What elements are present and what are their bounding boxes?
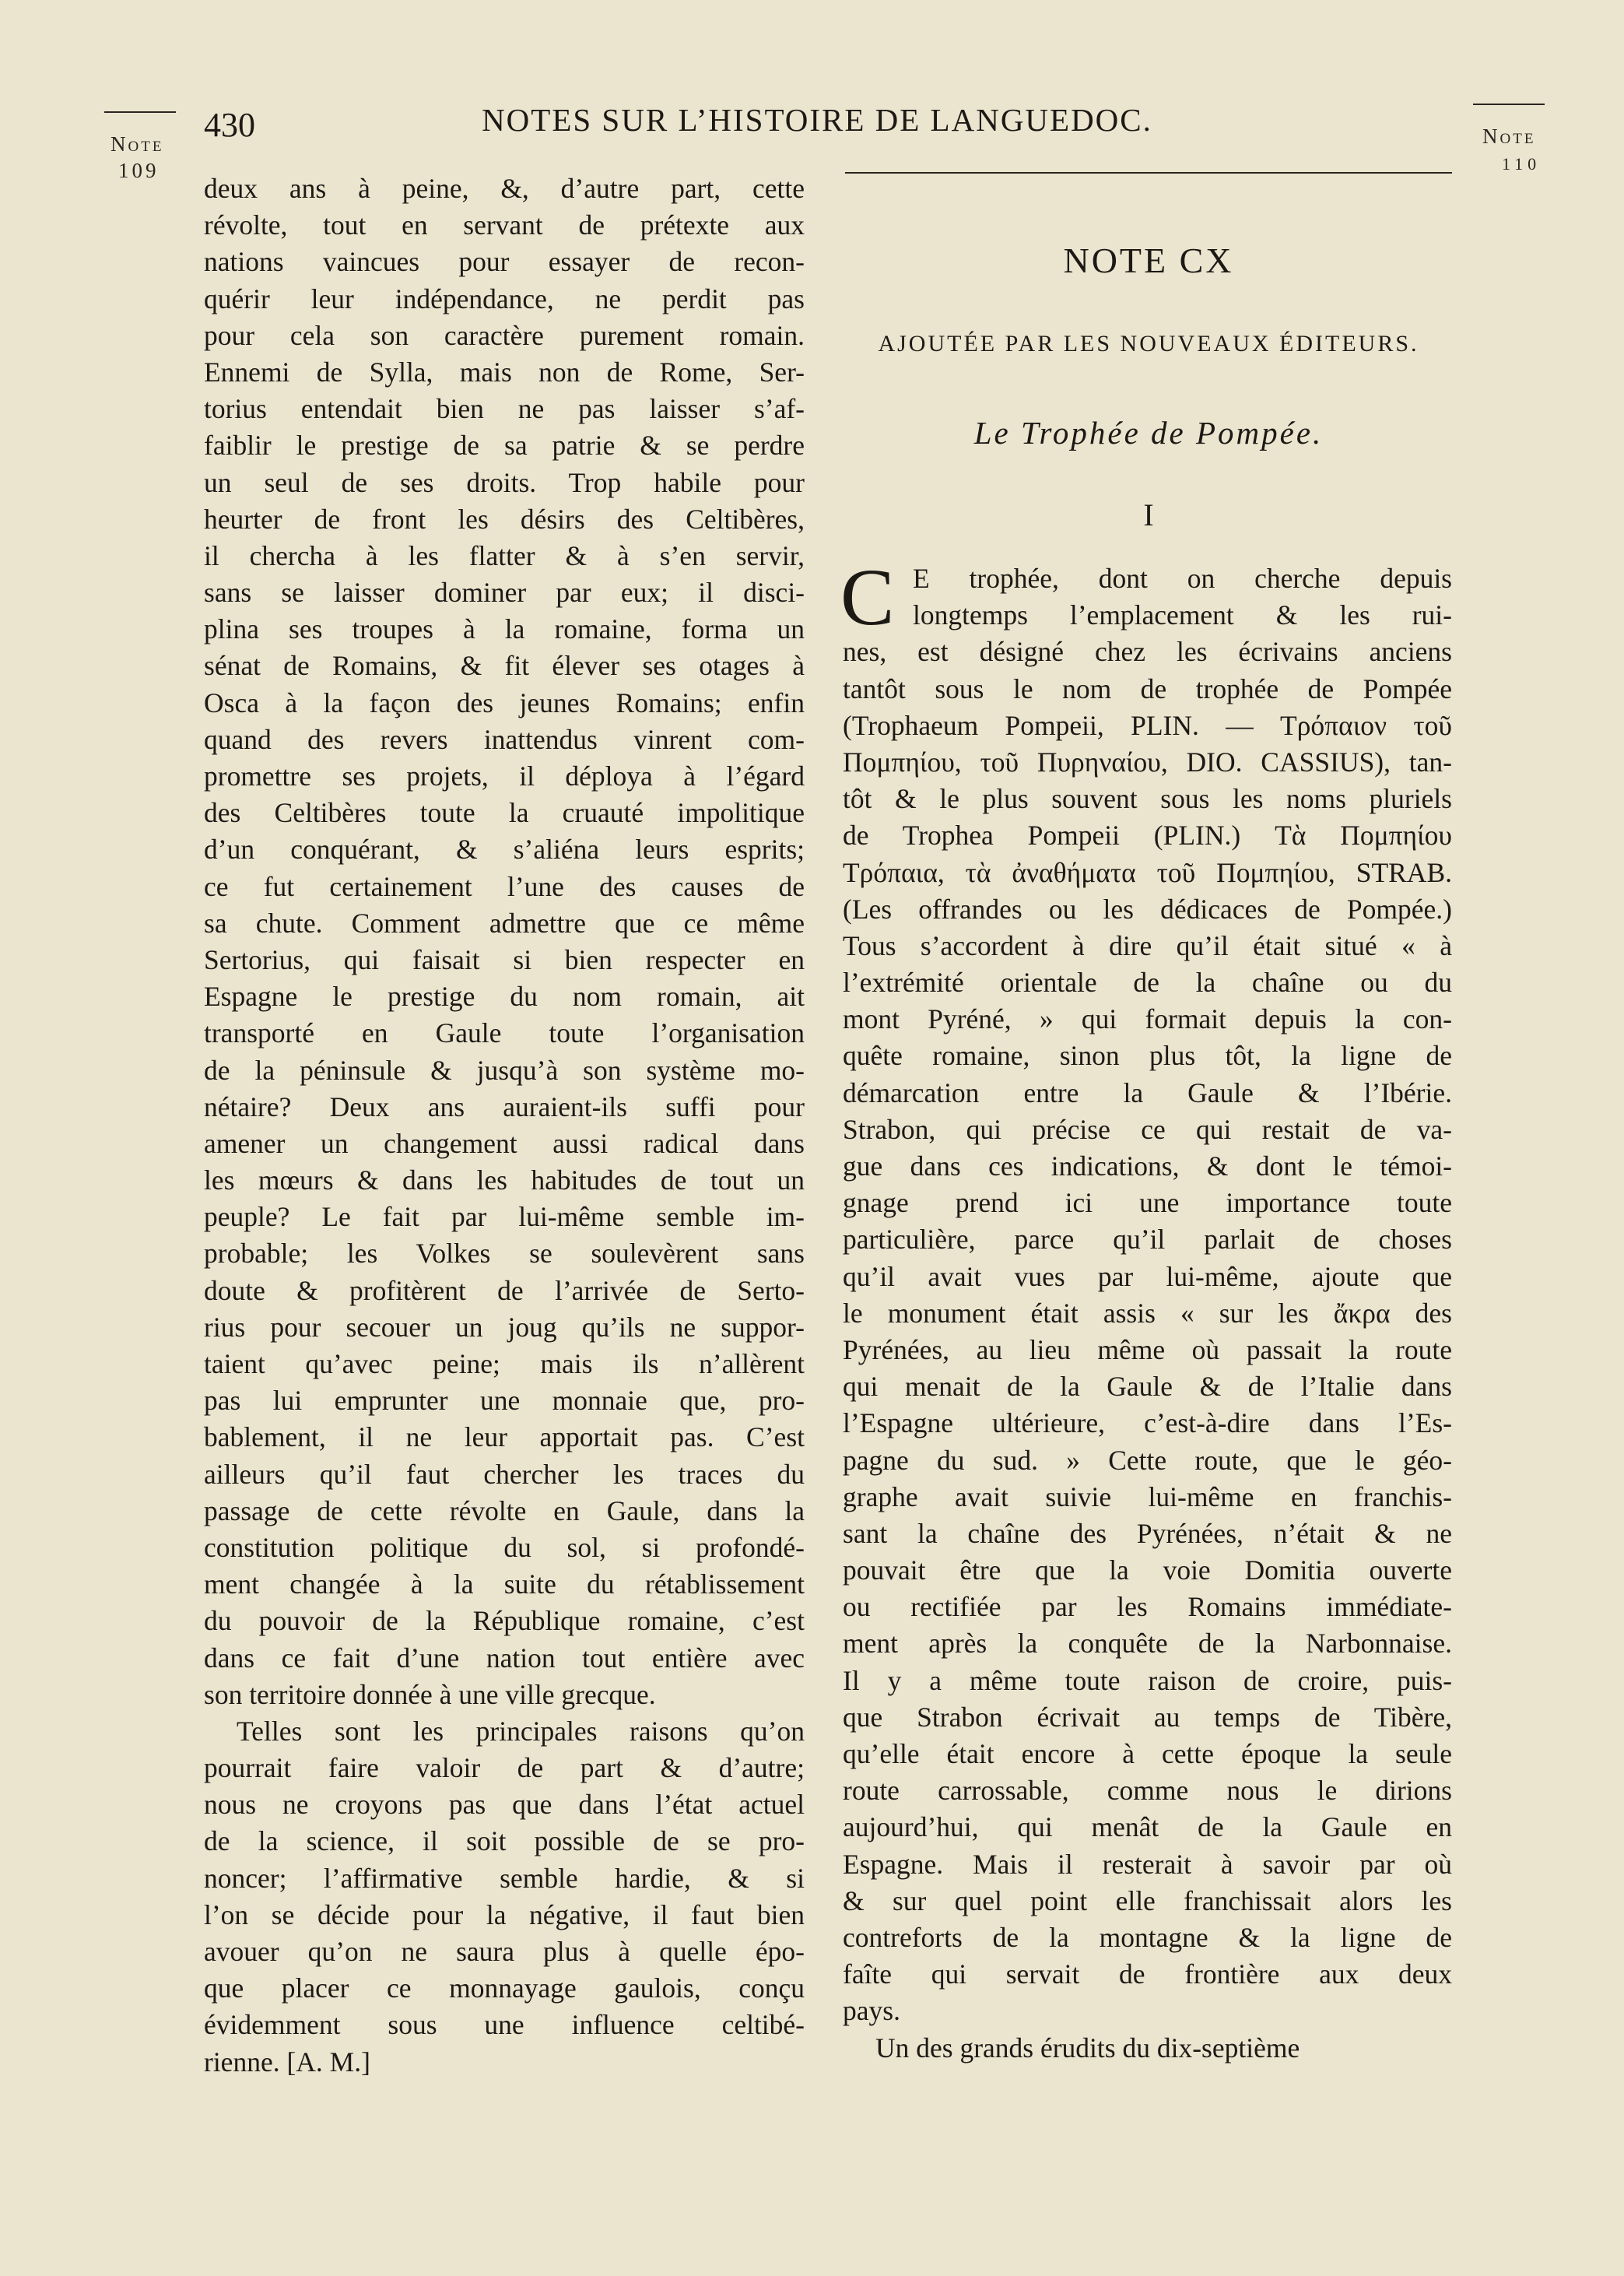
text-line: nations vaincues pour essayer de recon- <box>204 246 805 278</box>
text-line: transporté en Gaule toute l’organisation <box>204 1017 805 1049</box>
text-line: aujourd’hui, qui menât de la Gaule en <box>843 1811 1452 1843</box>
text-line: évidemment sous une influence celtibé- <box>204 2009 805 2041</box>
text-line: torius entendait bien ne pas laisser s’af- <box>204 393 805 425</box>
text-line: pas lui emprunter une monnaie que, pro- <box>204 1385 805 1417</box>
text-line: heurter de front les désirs des Celtibères, <box>204 503 805 535</box>
text-line: Strabon, qui précise ce qui restait de va- <box>843 1113 1452 1145</box>
text-line: qui menait de la Gaule & de l’Italie dans <box>843 1371 1452 1403</box>
right-margin-number: 110 <box>1502 154 1542 174</box>
text-line: d’un conquérant, & s’aliéna leurs esprits; <box>204 834 805 866</box>
text-line: faiblir le prestige de sa patrie & se perdre <box>204 430 805 462</box>
right-margin-rule <box>1473 104 1545 105</box>
text-line: constitution politique du sol, si profondé- <box>204 1531 805 1563</box>
text-line: pagne du sud. » Cette route, que le géo- <box>843 1444 1452 1476</box>
text-line: de la péninsule & jusqu’à son système mo- <box>204 1054 805 1086</box>
text-line: deux ans à peine, &, d’autre part, cette <box>204 173 805 204</box>
note-subtitle: AJOUTÉE PAR LES NOUVEAUX ÉDITEURS. <box>878 331 1419 357</box>
text-line: tantôt sous le nom de trophée de Pompée <box>843 673 1452 704</box>
text-line: quand des revers inattendus vinrent com- <box>204 723 805 755</box>
text-line: Espagne le prestige du nom romain, ait <box>204 981 805 1013</box>
text-line: pouvait être que la voie Domitia ouverte <box>843 1554 1452 1586</box>
text-line: sénat de Romains, & fit élever ses otages à <box>204 650 805 682</box>
drop-cap: C <box>840 553 895 642</box>
left-margin-label: Note <box>110 132 164 156</box>
text-line: Telles sont les principales raisons qu’on <box>237 1715 805 1747</box>
text-line: révolte, tout en servant de prétexte aux <box>204 209 805 241</box>
text-line: un seul de ses droits. Trop habile pour <box>204 466 805 498</box>
text-line: taient qu’avec peine; mais ils n’allèrent <box>204 1348 805 1379</box>
left-margin-number: 109 <box>118 159 160 182</box>
text-line: ment changée à la suite du rétablissement <box>204 1568 805 1600</box>
text-line: E trophée, dont on cherche depuis <box>913 563 1452 594</box>
text-line: passage de cette révolte en Gaule, dans la <box>204 1495 805 1526</box>
text-line: Τρόπαια, τὰ ἀναθήματα τοῦ Πομπηίου, STRAB. <box>843 856 1452 888</box>
text-line: quête romaine, sinon plus tôt, la ligne de <box>843 1040 1452 1072</box>
text-line: avouer qu’on ne saura plus à quelle épo- <box>204 1936 805 1967</box>
text-line: promettre ses projets, il déploya à l’égard <box>204 760 805 792</box>
text-line: ou rectifiée par les Romains immédiate- <box>843 1591 1452 1623</box>
right-column-text <box>843 560 1452 2067</box>
text-line: sans se laisser dominer par eux; il disci- <box>204 577 805 609</box>
text-line: longtemps l’emplacement & les rui- <box>913 599 1452 631</box>
text-line: nétaire? Deux ans auraient-ils suffi pour <box>204 1091 805 1122</box>
text-line: probable; les Volkes se soulevèrent sans <box>204 1238 805 1270</box>
text-line: ment après la conquête de la Narbonnaise. <box>843 1628 1452 1660</box>
text-line: Ennemi de Sylla, mais non de Rome, Ser- <box>204 356 805 388</box>
text-line: rius pour secouer un joug qu’ils ne suppor- <box>204 1311 805 1343</box>
text-line: ce fut certainement l’une des causes de <box>204 870 805 902</box>
text-line: peuple? Le fait par lui-même semble im- <box>204 1201 805 1233</box>
text-line: bablement, il ne leur apportait pas. C’est <box>204 1421 805 1453</box>
text-line: (Les offrandes ou les dédicaces de Pompée.) <box>843 893 1452 925</box>
text-line: il chercha à les flatter & à s’en servir, <box>204 539 805 571</box>
text-line: les mœurs & dans les habitudes de tout un <box>204 1164 805 1196</box>
text-line: (Trophaeum Pompeii, PLIN. — Τρόπαιον τοῦ <box>843 709 1452 741</box>
text-line: l’Espagne ultérieure, c’est-à-dire dans l’Es- <box>843 1407 1452 1439</box>
text-line: noncer; l’affirmative semble hardie, & si <box>204 1862 805 1894</box>
text-line: Pyrénées, au lieu même où passait la route <box>843 1333 1452 1365</box>
text-line: l’on se décide pour la négative, il faut bien <box>204 1898 805 1930</box>
text-line: le monument était assis « sur les ἄκρα des <box>843 1297 1452 1329</box>
text-line: & sur quel point elle franchissait alors les <box>843 1884 1452 1916</box>
right-margin-label: Note <box>1482 125 1536 148</box>
section-title: Le Trophée de Pompée. <box>973 415 1324 451</box>
text-line: nes, est désigné chez les écrivains anciens <box>843 636 1452 668</box>
note-title: NOTE CX <box>1063 241 1234 280</box>
text-line: de Trophea Pompeii (PLIN.) Τὰ Πομπηίου <box>843 820 1452 852</box>
text-line: Espagne. Mais il resterait à savoir par où <box>843 1848 1452 1880</box>
text-line: que Strabon écrivait au temps de Tibère, <box>843 1701 1452 1733</box>
text-line: gnage prend ici une importance toute <box>843 1187 1452 1219</box>
left-column-text <box>204 170 805 2081</box>
text-line: plina ses troupes à la romaine, forma un <box>204 613 805 645</box>
text-line: contreforts de la montagne & la ligne de <box>843 1921 1452 1953</box>
text-line: Il y a même toute raison de croire, puis- <box>843 1664 1452 1696</box>
text-line: graphe avait suivie lui-même en franchis- <box>843 1480 1452 1512</box>
left-margin-rule <box>104 111 176 113</box>
text-line: gue dans ces indications, & dont le témoi- <box>843 1150 1452 1182</box>
text-line: particulière, parce qu’il parlait de choses <box>843 1224 1452 1256</box>
header-rule <box>845 172 1452 174</box>
text-line: qu’elle était encore à cette époque la seule <box>843 1738 1452 1769</box>
text-line: l’extrémité orientale de la chaîne ou du <box>843 967 1452 999</box>
text-line: qu’il avait vues par lui-même, ajoute que <box>843 1260 1452 1292</box>
running-head: NOTES SUR L’HISTOIRE DE LANGUEDOC. <box>482 102 1152 138</box>
text-line: faîte qui servait de frontière aux deux <box>843 1958 1452 1990</box>
text-line: Tous s’accordent à dire qu’il était situé « à <box>843 929 1452 961</box>
text-line: des Celtibères toute la cruauté impolitique <box>204 797 805 829</box>
text-line: tôt & le plus souvent sous les noms pluriels <box>843 783 1452 815</box>
text-line: Un des grands érudits du dix-septième <box>875 2032 1300 2064</box>
text-line: nous ne croyons pas que dans l’état actuel <box>204 1789 805 1821</box>
text-line: amener un changement aussi radical dans <box>204 1127 805 1159</box>
text-line: quérir leur indépendance, ne perdit pas <box>204 283 805 314</box>
text-line: dans ce fait d’une nation tout entière avec <box>204 1642 805 1674</box>
text-line: sant la chaîne des Pyrénées, n’était & ne <box>843 1517 1452 1549</box>
text-line: Πομπηίου, τοῦ Πυρηναίου, DIO. CASSIUS), tan- <box>843 746 1452 778</box>
text-line: rienne. [A. M.] <box>204 2046 370 2078</box>
text-line: Sertorius, qui faisait si bien respecter en <box>204 943 805 975</box>
text-line: que placer ce monnayage gaulois, conçu <box>204 1972 805 2004</box>
text-line: route carrossable, comme nous le dirions <box>843 1775 1452 1807</box>
text-line: démarcation entre la Gaule & l’Ibérie. <box>843 1077 1452 1108</box>
text-line: pour cela son caractère purement romain. <box>204 319 805 351</box>
text-line: sa chute. Comment admettre que ce même <box>204 907 805 939</box>
text-line: son territoire donnée à une ville grecque. <box>204 1678 656 1710</box>
text-line: doute & profitèrent de l’arrivée de Serto- <box>204 1274 805 1306</box>
text-line: mont Pyréné, » qui formait depuis la con- <box>843 1003 1452 1035</box>
text-line: de la science, il soit possible de se pro- <box>204 1825 805 1857</box>
text-line: pays. <box>843 1995 900 2027</box>
text-line: pourrait faire valoir de part & d’autre; <box>204 1752 805 1784</box>
section-numeral: I <box>1143 497 1154 532</box>
text-line: Osca à la façon des jeunes Romains; enfin <box>204 687 805 718</box>
page-number: 430 <box>204 106 255 144</box>
text-line: du pouvoir de la République romaine, c’est <box>204 1605 805 1637</box>
text-line: ailleurs qu’il faut chercher les traces du <box>204 1458 805 1490</box>
